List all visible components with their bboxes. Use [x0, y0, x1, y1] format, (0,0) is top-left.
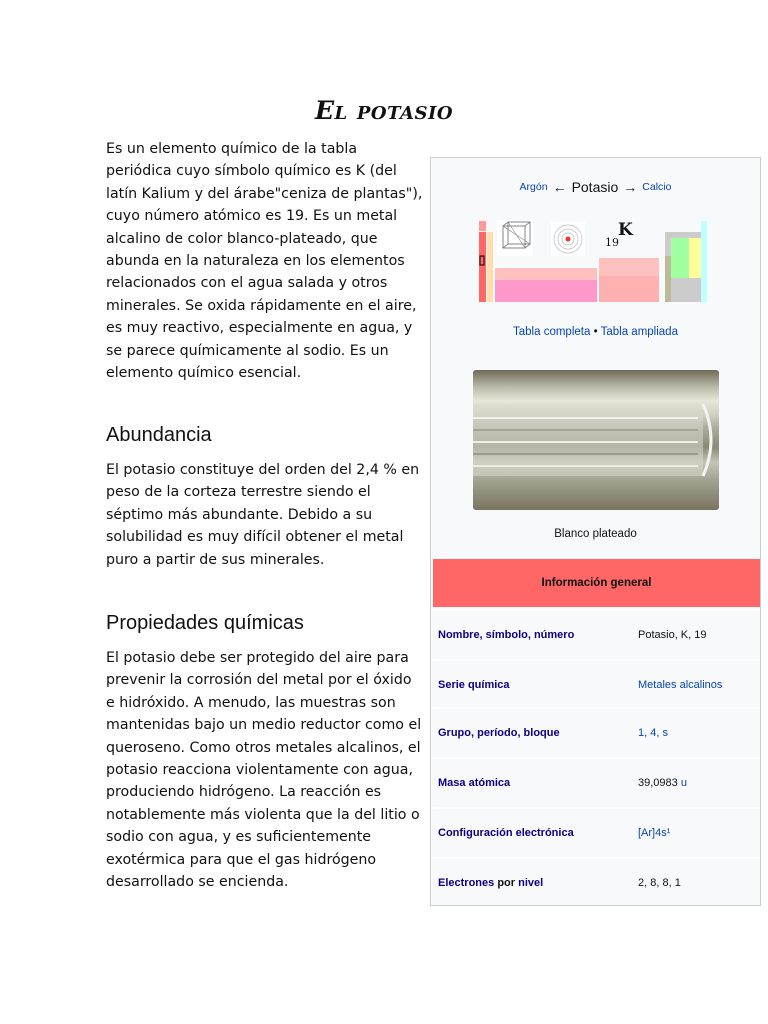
table-links — [431, 326, 760, 338]
property-value-link[interactable]: Metales alcalinos — [638, 679, 723, 691]
propiedades-paragraph: El potasio debe ser protegido del aire para prevenir la corrosión del metal por el óxido e hidróxido. A menudo, las muestras son mantenidas bajo un medio reductor como el queroseno. Como otros metales alcalinos, el potasio reacciona violentamente con agua, produciendo hidrógeno. La reacción es notablemente más violenta que la del litio o sodio con agua, y es suficientemente exotérmica para que el gas hidrógeno desarrollado se encienda. — [106, 650, 422, 891]
label-connector: por — [497, 877, 516, 889]
level-link[interactable]: nivel — [518, 877, 544, 889]
property-row — [433, 757, 760, 807]
bullet-separator: • — [593, 326, 598, 338]
element-symbol: K — [618, 220, 633, 240]
periodic-table-thumbnail[interactable] — [479, 218, 719, 304]
property-row — [433, 609, 760, 659]
property-row — [433, 659, 760, 709]
page-title: El potasio — [314, 96, 454, 125]
property-label[interactable]: Nombre, símbolo, número — [438, 629, 575, 641]
arrow-left-icon: ← — [552, 179, 567, 195]
property-value: Potasio, K, 19 — [638, 629, 707, 641]
next-element-link[interactable]: Calcio — [642, 181, 672, 193]
abundancia-block — [106, 459, 424, 571]
potassium-sample-photo[interactable] — [473, 370, 719, 510]
section-heading-abundancia: Abundancia — [106, 424, 212, 446]
intro-paragraph: Es un elemento químico de la tabla periódica cuyo símbolo químico es K (del latín Kalium y del árabe"ceniza de plantas"), cuyo número atómico es 19. Es un metal alcalino de color blanco-plateado, que abunda en la naturaleza en los elementos relacionados con el agua salada y otros minerales. Se oxida rápidamente en el aire, es muy reactivo, especialmente en agua, y se parece químicamente al sodio. Es un elemento químico esencial. — [106, 141, 423, 382]
property-value: 39,0983 — [638, 777, 678, 789]
property-value-link[interactable]: [Ar]4s¹ — [638, 827, 671, 839]
unit-link[interactable]: u — [680, 777, 687, 789]
element-atomic-number: 19 — [605, 236, 619, 249]
full-table-link[interactable]: Tabla completa — [513, 326, 591, 338]
prev-element-link[interactable]: Argón — [519, 181, 548, 193]
abundancia-paragraph: El potasio constituye del orden del 2,4 % en peso de la corteza terrestre siendo el séptimo más abundante. Debido a su solubilidad es muy difícil obtener el metal puro a partir de sus minerales. — [106, 462, 420, 568]
property-label[interactable]: Configuración electrónica — [438, 827, 574, 839]
photo-caption: Blanco plateado — [554, 528, 637, 540]
extended-table-link[interactable]: Tabla ampliada — [600, 326, 678, 338]
general-info-header: Información general — [433, 559, 760, 607]
property-value-link[interactable]: 1, 4, s — [638, 727, 668, 739]
property-label[interactable]: Grupo, período, bloque — [438, 727, 560, 739]
arrow-right-icon: → — [623, 179, 638, 195]
property-row — [433, 857, 760, 907]
propiedades-block — [106, 647, 424, 893]
property-row — [433, 707, 760, 757]
intro-block — [106, 138, 424, 384]
electrons-link[interactable]: Electrones — [438, 877, 495, 889]
element-navigation — [431, 158, 760, 216]
property-value: 2, 8, 8, 1 — [638, 877, 681, 889]
property-label[interactable]: Masa atómica — [438, 777, 511, 789]
section-heading-propiedades: Propiedades químicas — [106, 612, 304, 634]
current-element: Potasio — [571, 179, 619, 195]
property-label[interactable]: Serie química — [438, 679, 510, 691]
element-infobox — [430, 157, 761, 906]
property-row — [433, 807, 760, 857]
property-label — [433, 877, 638, 889]
